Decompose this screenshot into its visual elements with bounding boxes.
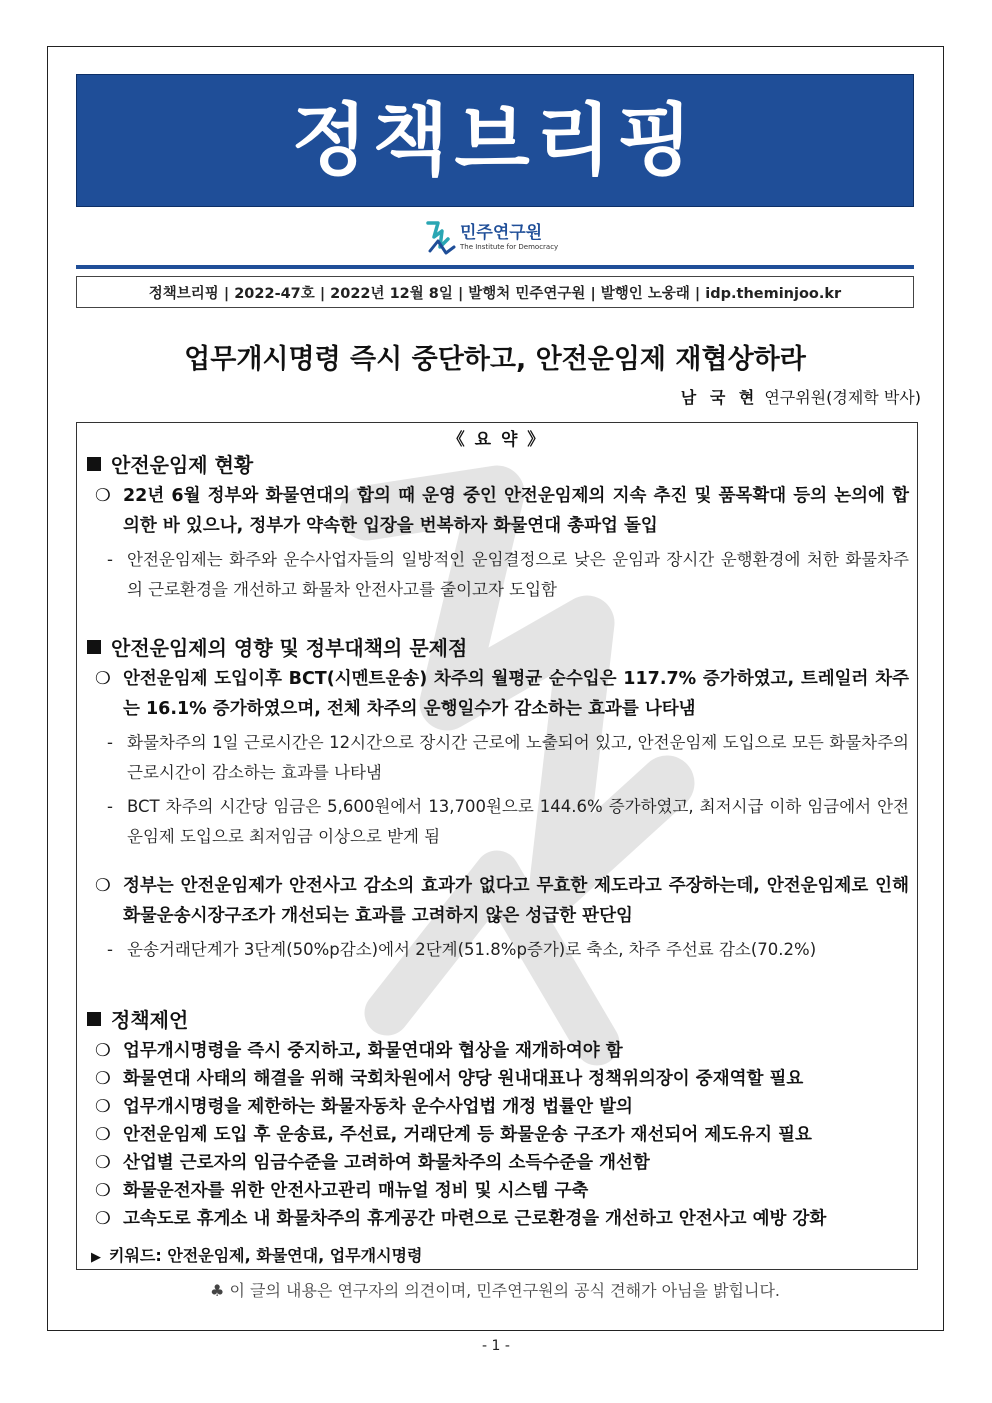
policy-item: ❍ 안전운임제 도입 후 운송료, 주선료, 거래단계 등 화물운송 구조가 재선되어 제도유지 필요 xyxy=(93,1121,913,1149)
disclaimer: ♣ 이 글의 내용은 연구자의 의견이며, 민주연구원의 공식 견해가 아님을 밝힙니다. xyxy=(210,1281,780,1300)
bullet-item: ❍ 정부는 안전운임제가 안전사고 감소의 효과가 없다고 무효한 제도라고 주장하는데, 안전운임제로 인해 화물운송시장구조가 개선되는 효과를 고려하지 않은 성급한 판단임 xyxy=(93,871,909,931)
section-heading-status: 안전운임제 현황 xyxy=(87,449,253,478)
publication-info-bar: 정책브리핑 | 2022-47호 | 2022년 12월 8일 | 발행처 민주연구원 | 발행인 노웅래 | idp.theminjoo.kr xyxy=(76,276,914,308)
policy-item: ❍ 산업별 근로자의 임금수준을 고려하여 화물차주의 소득수준을 개선함 xyxy=(93,1149,913,1177)
hollow-circle-icon: ❍ xyxy=(95,1097,111,1117)
bullet-item: ❍ 22년 6월 정부와 화물연대의 합의 때 운영 중인 안전운임제의 지속 추진 및 품목확대 등의 논의에 합의한 바 있으나, 정부가 약속한 입장을 번복하자 화물연대 총파업 돌입 xyxy=(93,481,909,541)
hollow-circle-icon: ❍ xyxy=(95,1181,111,1201)
document-headline: 업무개시명령 즉시 중단하고, 안전운임제 재협상하라 xyxy=(184,344,806,375)
logo-subtitle: The Institute for Democracy xyxy=(460,242,559,251)
section-heading-policy: 정책제언 xyxy=(87,1004,188,1033)
header-rule xyxy=(76,265,914,269)
author-name: 남 국 현 xyxy=(680,388,759,407)
black-square-icon xyxy=(87,1012,101,1026)
hollow-circle-icon: ❍ xyxy=(95,486,111,506)
summary-box xyxy=(76,422,918,1270)
hollow-circle-icon: ❍ xyxy=(95,1125,111,1145)
dash-item: - 안전운임제는 화주와 운수사업자들의 일방적인 운임결정으로 낮은 운임과 장시간 운행환경에 처한 화물차주의 근로환경을 개선하고 화물차 안전사고를 줄이고자 도입함 xyxy=(107,550,909,599)
author-line xyxy=(681,385,921,408)
black-square-icon xyxy=(87,640,101,654)
bullet-item: ❍ 안전운임제 도입이후 BCT(시멘트운송) 차주의 월평균 순수입은 117.7% 증가하였고, 트레일러 차주는 16.1% 증가하였으며, 전체 차주의 운행일수가 감소하는 효과를 나타냄 xyxy=(93,664,909,724)
hollow-circle-icon: ❍ xyxy=(95,1069,111,1089)
policy-item: ❍ 업무개시명령을 즉시 중지하고, 화물연대와 협상을 재개하여야 함 xyxy=(93,1037,913,1065)
page-number: - 1 - xyxy=(482,1338,510,1354)
dash-item: - 화물차주의 1일 근로시간은 12시간으로 장시간 근로에 노출되어 있고, 안전운임제 도입으로 모든 화물차주의 근로시간이 감소하는 효과를 나타냄 xyxy=(107,733,909,782)
policy-item: ❍ 업무개시명령을 제한하는 화물자동차 운수사업법 개정 법률안 발의 xyxy=(93,1093,913,1121)
dash-item: - BCT 차주의 시간당 임금은 5,600원에서 13,700원으로 144.6% 증가하였고, 최저시급 이하 임금에서 안전운임제 도입으로 최저임금 이상으로 받게 됨 xyxy=(107,797,909,846)
hollow-circle-icon: ❍ xyxy=(95,1041,111,1061)
header-banner xyxy=(76,74,914,207)
hollow-circle-icon: ❍ xyxy=(95,876,111,896)
dash-item: - 운송거래단계가 3단계(50%p감소)에서 2단계(51.8%p증가)로 축소, 차주 주선료 감소(70.2%) xyxy=(107,940,817,959)
policy-item: ❍ 화물연대 사태의 해결을 위해 국회차원에서 양당 원내대표나 정책위의장이 중재역할 필요 xyxy=(93,1065,913,1093)
policy-item: ❍ 화물운전자를 위한 안전사고관리 매뉴얼 정비 및 시스템 구축 xyxy=(93,1177,913,1205)
section-heading-impact: 안전운임제의 영향 및 정부대책의 문제점 xyxy=(87,632,467,661)
minjoo-logo-icon xyxy=(424,217,456,257)
hollow-circle-icon: ❍ xyxy=(95,1209,111,1229)
hollow-circle-icon: ❍ xyxy=(95,669,111,689)
hollow-circle-icon: ❍ xyxy=(95,1153,111,1173)
author-role: 연구위원(경제학 박사) xyxy=(764,388,921,407)
institute-logo xyxy=(424,215,558,259)
summary-label: 《 요 약 》 xyxy=(447,430,547,450)
banner-title: 정책브리핑 xyxy=(291,95,699,186)
black-square-icon xyxy=(87,457,101,471)
logo-name: 민주연구원 xyxy=(460,222,543,243)
right-triangle-icon: ▶ xyxy=(91,1250,101,1265)
policy-item: ❍ 고속도로 휴게소 내 화물차주의 휴게공간 마련으로 근로환경을 개선하고 안전사고 예방 강화 xyxy=(93,1205,913,1233)
keywords-line: ▶ 키워드: 안전운임제, 화물연대, 업무개시명령 xyxy=(91,1246,423,1265)
